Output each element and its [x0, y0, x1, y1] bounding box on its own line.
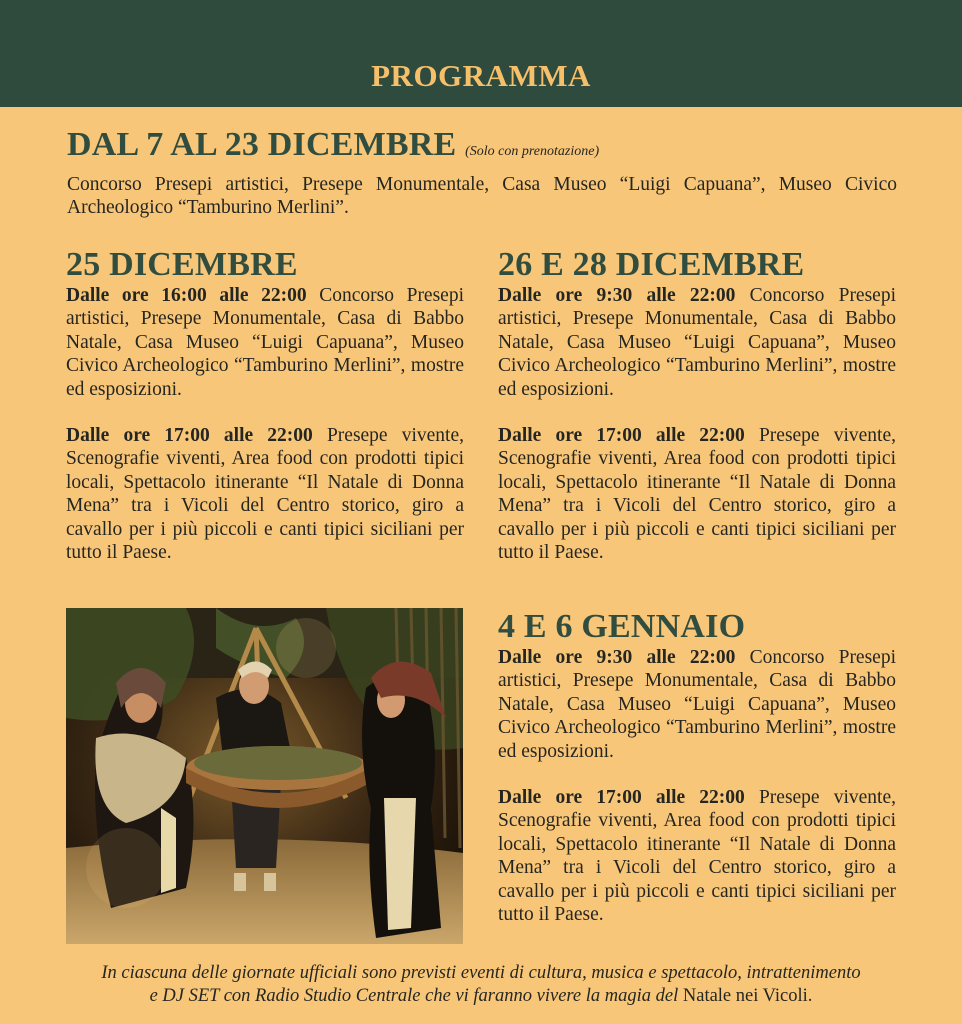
footer-line-2-text: e DJ SET con Radio Studio Centrale che vi faranno vivere la magia del — [149, 986, 679, 1006]
schedule-paragraph — [498, 424, 896, 564]
schedule-text: Presepe vivente, Scenografie viventi, Area food con prodotti tipici locali, Spettacolo itinerante “Il Natale di Donna Mena” tra i Vicoli del Centro storico, giro a cavallo per i più piccoli e canti tipici siciliani per tutto il Paese. — [498, 787, 896, 926]
schedule-time: Dalle ore 17:00 alle 22:00 — [498, 425, 745, 447]
intro-section — [67, 126, 897, 220]
intro-heading-text: DAL 7 AL 23 DICEMBRE — [67, 126, 457, 163]
section-heading: 4 E 6 GENNAIO — [498, 608, 746, 645]
nativity-photo — [66, 608, 463, 944]
schedule-paragraph — [498, 284, 896, 401]
schedule-paragraph — [66, 424, 464, 564]
footer-note — [40, 962, 922, 1008]
schedule-text: Presepe vivente, Scenografie viventi, Area food con prodotti tipici locali, Spettacolo itinerante “Il Natale di Donna Mena” tra i Vicoli del Centro storico, giro a cavallo per i più piccoli e canti tipici siciliani per tutto il Paese. — [66, 425, 464, 564]
booking-note: (Solo con prenotazione) — [465, 144, 600, 159]
schedule-paragraph — [66, 284, 464, 401]
schedule-paragraph — [498, 786, 896, 926]
section-heading: 26 E 28 DICEMBRE — [498, 246, 805, 283]
header-band — [0, 0, 962, 107]
schedule-time: Dalle ore 17:00 alle 22:00 — [66, 425, 313, 447]
intro-text: Concorso Presepi artistici, Presepe Monumentale, Casa Museo “Luigi Capuana”, Museo Civico Archeologico “Tamburino Merlini”. — [67, 174, 897, 219]
section-dec25 — [66, 246, 464, 564]
schedule-text: Presepe vivente, Scenografie viventi, Area food con prodotti tipici locali, Spettacolo itinerante “Il Natale di Donna Mena” tra i Vicoli del Centro storico, giro a cavallo per i più piccoli e canti tipici siciliani per tutto il Paese. — [498, 425, 896, 564]
section-jan4-6 — [498, 608, 896, 926]
section-dec26-28 — [498, 246, 896, 564]
schedule-time: Dalle ore 9:30 alle 22:00 — [498, 647, 736, 668]
page-title: PROGRAMMA — [371, 58, 591, 93]
footer-line-1: In ciascuna delle giornate ufficiali sono previsti eventi di cultura, musica e spettacolo, intrattenimento — [101, 963, 861, 983]
section-heading: 25 DICEMBRE — [66, 246, 298, 283]
schedule-text: Concorso Presepi artistici, Presepe Monumentale, Casa di Babbo Natale, Casa Museo “Luigi Capuana”, Museo Civico Archeologico “Tamburino Merlini”, mostre ed esposizioni. — [498, 647, 896, 762]
schedule-time: Dalle ore 17:00 alle 22:00 — [498, 787, 745, 809]
schedule-text: Concorso Presepi artistici, Presepe Monumentale, Casa di Babbo Natale, Casa Museo “Luigi Capuana”, Museo Civico Archeologico “Tamburino Merlini”, mostre ed esposizioni. — [498, 285, 896, 400]
schedule-text: Concorso Presepi artistici, Presepe Monumentale, Casa di Babbo Natale, Casa Museo “Luigi Capuana”, Museo Civico Archeologico “Tamburino Merlini”, mostre ed esposizioni. — [66, 285, 464, 400]
footer-line-2 — [40, 985, 922, 1008]
schedule-time: Dalle ore 9:30 alle 22:00 — [498, 285, 736, 306]
schedule-paragraph — [498, 646, 896, 763]
intro-heading — [67, 126, 897, 171]
schedule-time: Dalle ore 16:00 alle 22:00 — [66, 285, 307, 306]
footer-line-2-end: Natale nei Vicoli. — [678, 986, 813, 1006]
